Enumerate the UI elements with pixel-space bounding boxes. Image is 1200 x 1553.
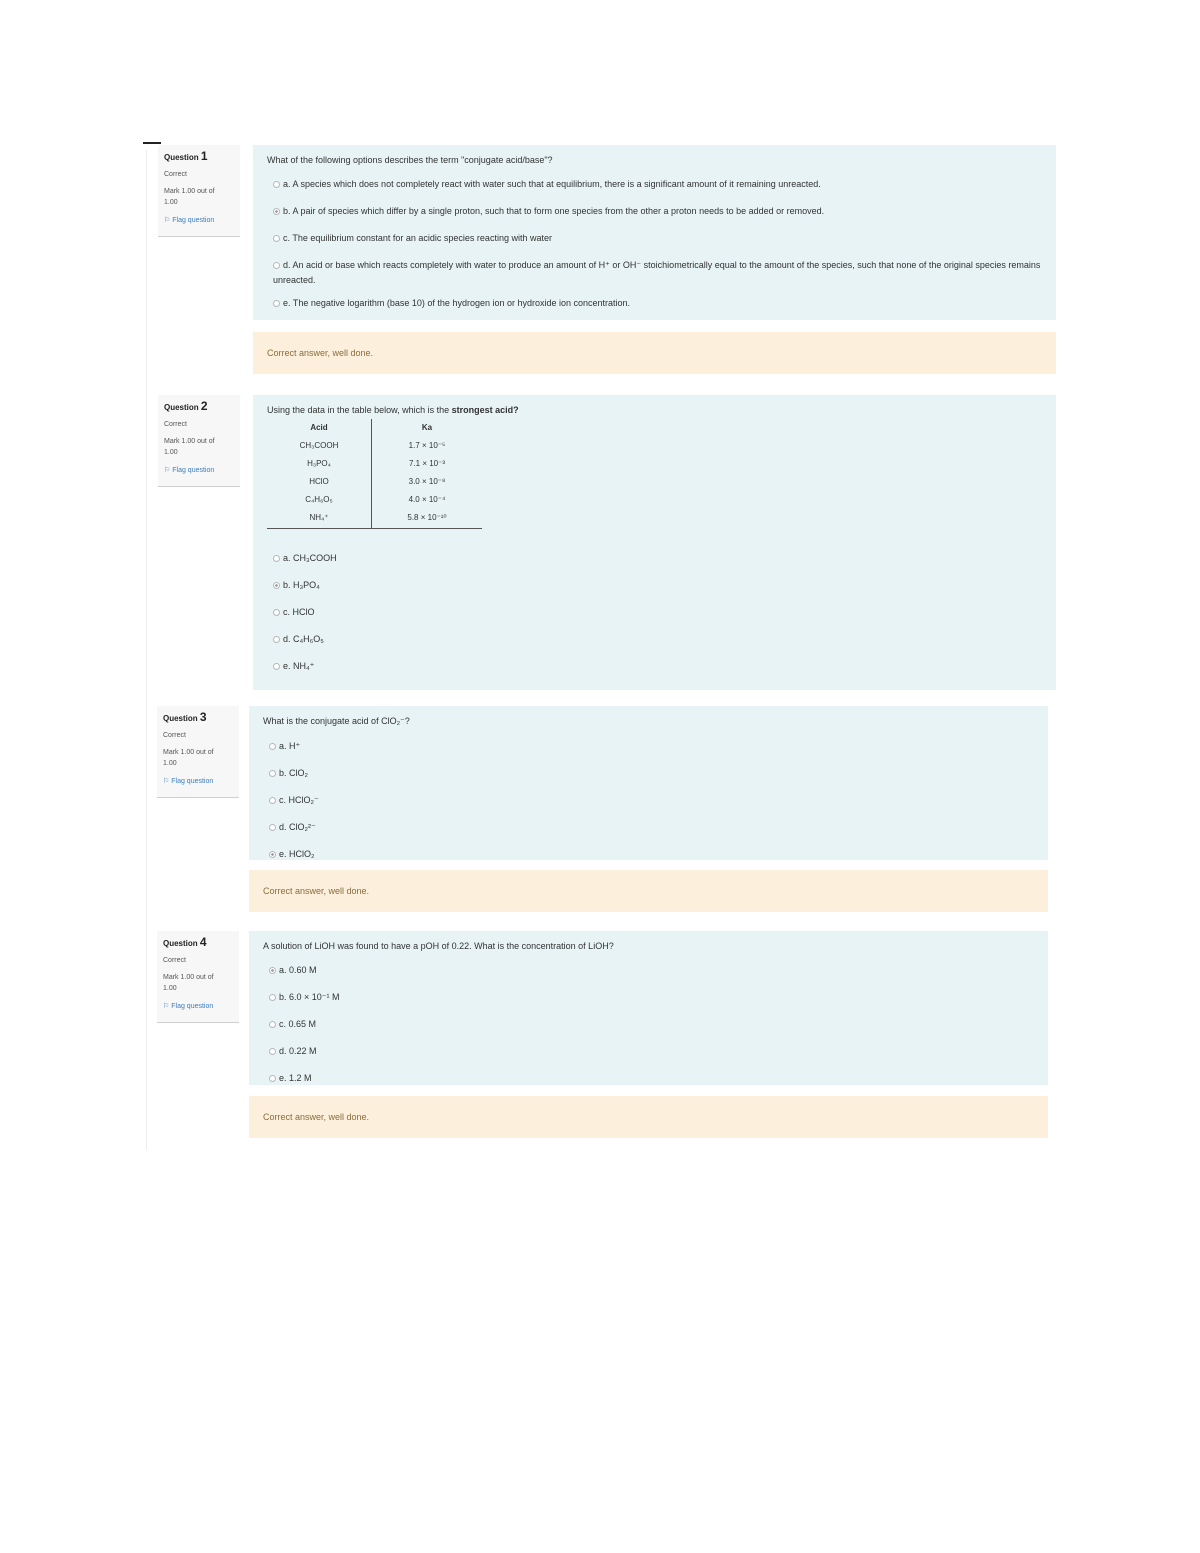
flag-icon: ⚐ xyxy=(164,467,171,474)
answer-option-b[interactable]: b. H₃PO₄ xyxy=(273,578,1042,593)
answer-option-a[interactable]: a. H⁺ xyxy=(269,739,1034,754)
ka-data-table xyxy=(267,419,482,529)
question-mark: Mark 1.00 out of 1.00 xyxy=(164,438,215,456)
flag-icon: ⚐ xyxy=(163,778,170,785)
answer-option-c[interactable]: c. HClO xyxy=(273,605,1042,620)
table-cell: 7.1 × 10⁻³ xyxy=(408,459,446,468)
radio-button[interactable] xyxy=(269,1048,276,1055)
question-state: Correct xyxy=(163,957,186,964)
table-cell: 1.7 × 10⁻⁵ xyxy=(408,441,446,450)
answer-option-a[interactable]: a. 0.60 M xyxy=(269,963,1034,978)
table-row xyxy=(267,492,482,510)
radio-button[interactable] xyxy=(273,300,280,307)
radio-button-selected[interactable] xyxy=(273,582,280,589)
flag-question-link[interactable]: ⚐ Flag question xyxy=(163,778,214,785)
radio-button-selected[interactable] xyxy=(269,967,276,974)
radio-button[interactable] xyxy=(273,663,280,670)
question-4-feedback: Correct answer, well done. xyxy=(249,1096,1048,1138)
question-mark: Mark 1.00 out of 1.00 xyxy=(164,188,215,206)
table-row xyxy=(267,456,482,474)
table-header: Acid xyxy=(267,419,372,438)
table-cell: 3.0 × 10⁻⁸ xyxy=(408,477,446,486)
question-3-content xyxy=(249,706,1048,860)
question-text: What is the conjugate acid of ClO₂⁻? xyxy=(263,716,410,726)
table-cell: H₃PO₄ xyxy=(267,456,372,474)
radio-button[interactable] xyxy=(269,743,276,750)
question-4-content xyxy=(249,931,1048,1085)
table-row xyxy=(267,510,482,529)
question-number: Question 4 xyxy=(163,935,207,949)
question-2-info xyxy=(158,395,240,487)
radio-button-selected[interactable] xyxy=(273,208,280,215)
question-3-feedback: Correct answer, well done. xyxy=(249,870,1048,912)
table-header-row xyxy=(267,419,482,438)
answer-option-b[interactable]: b. A pair of species which differ by a single proton, such that to form one species from the other a proton needs to be added or removed. xyxy=(273,204,1042,219)
radio-button[interactable] xyxy=(269,797,276,804)
flag-question-link[interactable]: ⚐ Flag question xyxy=(163,1003,214,1010)
left-divider xyxy=(146,150,147,1150)
radio-button[interactable] xyxy=(269,994,276,1001)
question-2-content xyxy=(253,395,1056,690)
answer-option-a[interactable]: a. A species which does not completely react with water such that at equilibrium, there is a significant amount of it remaining unreacted. xyxy=(273,177,1042,192)
question-state: Correct xyxy=(163,732,186,739)
flag-icon: ⚐ xyxy=(164,217,171,224)
answer-option-e[interactable]: e. HClO₂ xyxy=(269,847,1034,862)
flag-question-link[interactable]: ⚐ Flag question xyxy=(164,467,215,474)
table-header: Ka xyxy=(421,423,433,432)
question-1-content xyxy=(253,145,1056,320)
answer-option-d[interactable]: d. 0.22 M xyxy=(269,1044,1034,1059)
table-cell: 4.0 × 10⁻⁴ xyxy=(408,495,446,504)
table-cell: HClO xyxy=(267,474,372,492)
question-1-feedback: Correct answer, well done. xyxy=(253,332,1056,374)
radio-button[interactable] xyxy=(269,1075,276,1082)
answer-option-c[interactable]: c. HClO₂⁻ xyxy=(269,793,1034,808)
radio-button[interactable] xyxy=(273,181,280,188)
answer-option-c[interactable]: c. The equilibrium constant for an acidic species reacting with water xyxy=(273,231,1042,246)
radio-button[interactable] xyxy=(273,609,280,616)
radio-button[interactable] xyxy=(269,770,276,777)
table-cell: NH₄⁺ xyxy=(267,510,372,529)
table-cell: CH₃COOH xyxy=(267,438,372,456)
answer-option-e[interactable]: e. NH₄⁺ xyxy=(273,659,1042,674)
answer-option-e[interactable]: e. 1.2 M xyxy=(269,1071,1034,1086)
radio-button[interactable] xyxy=(273,235,280,242)
radio-button[interactable] xyxy=(273,636,280,643)
answer-option-b[interactable]: b. 6.0 × 10⁻¹ M xyxy=(269,990,1034,1005)
question-number: Question 3 xyxy=(163,710,207,724)
answer-option-e[interactable]: e. The negative logarithm (base 10) of the hydrogen ion or hydroxide ion concentration. xyxy=(273,296,1042,311)
table-row xyxy=(267,474,482,492)
flag-icon: ⚐ xyxy=(163,1003,170,1010)
question-state: Correct xyxy=(164,171,187,178)
question-1-info xyxy=(158,145,240,237)
question-text: Using the data in the table below, which is the strongest acid? xyxy=(267,405,519,415)
question-text: A solution of LiOH was found to have a pOH of 0.22. What is the concentration of LiOH? xyxy=(263,941,614,951)
table-row xyxy=(267,438,482,456)
answer-option-d[interactable]: d. An acid or base which reacts completely with water to produce an amount of H⁺ or OH⁻ stoichiometrically equal to the amount of the species, such that none of the original species remains unreacted. xyxy=(273,260,1041,285)
answer-option-c[interactable]: c. 0.65 M xyxy=(269,1017,1034,1032)
table-cell: 5.8 × 10⁻¹⁰ xyxy=(372,510,483,529)
answer-option-b[interactable]: b. ClO₂ xyxy=(269,766,1034,781)
radio-button[interactable] xyxy=(269,824,276,831)
answer-option-a[interactable]: a. CH₃COOH xyxy=(273,551,1042,566)
answer-option-d[interactable]: d. ClO₂²⁻ xyxy=(269,820,1034,835)
question-mark: Mark 1.00 out of 1.00 xyxy=(163,974,214,992)
answer-option-d[interactable]: d. C₄H₆O₅ xyxy=(273,632,1042,647)
question-state: Correct xyxy=(164,421,187,428)
radio-button[interactable] xyxy=(273,555,280,562)
radio-button[interactable] xyxy=(273,262,280,269)
question-number: Question 1 xyxy=(164,149,208,163)
question-mark: Mark 1.00 out of 1.00 xyxy=(163,749,214,767)
question-number: Question 2 xyxy=(164,399,208,413)
question-text: What of the following options describes the term "conjugate acid/base"? xyxy=(267,155,553,165)
radio-button-selected[interactable] xyxy=(269,851,276,858)
question-4-info xyxy=(157,931,239,1023)
question-3-info xyxy=(157,706,239,798)
flag-question-link[interactable]: ⚐ Flag question xyxy=(164,217,215,224)
page-edge-mark xyxy=(143,142,161,144)
radio-button[interactable] xyxy=(269,1021,276,1028)
table-cell: C₄H₆O₅ xyxy=(267,492,372,510)
